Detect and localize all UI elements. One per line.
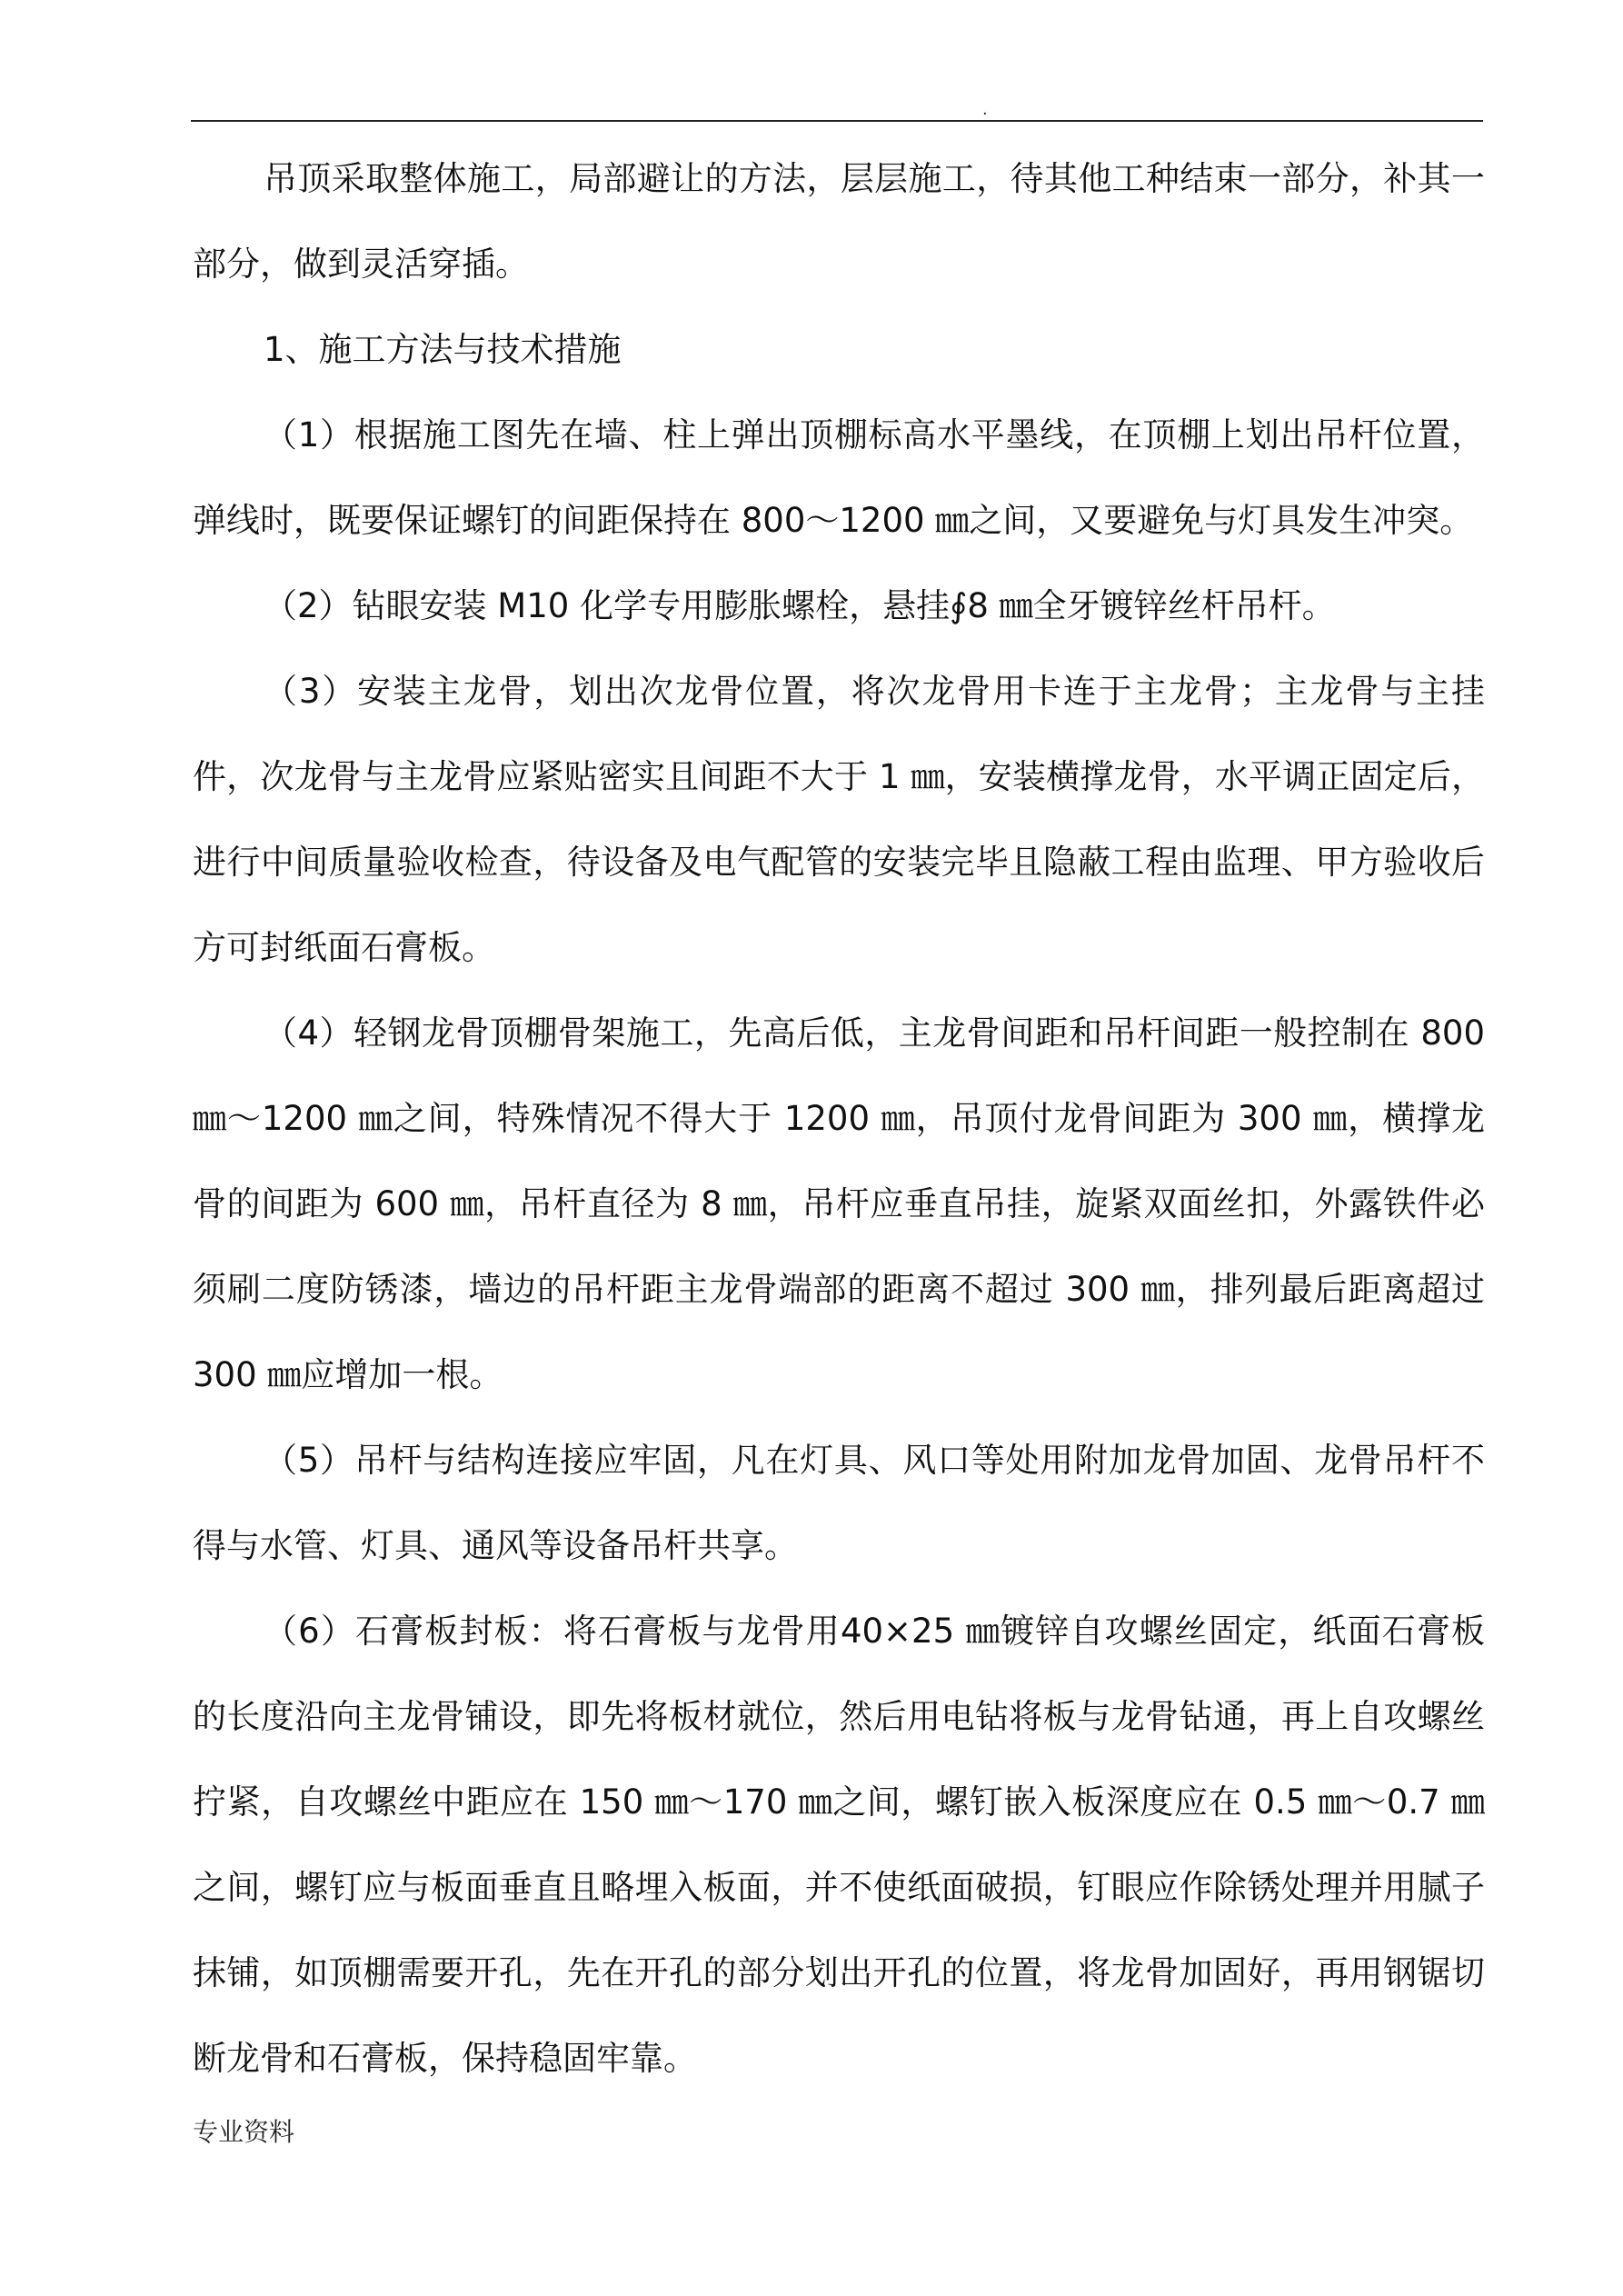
section-heading: 1、施工方法与技术措施 xyxy=(264,330,622,369)
header-rule xyxy=(191,120,1483,122)
document-body xyxy=(193,136,1485,2101)
step-6-paragraph: （6）石膏板封板：将石膏板与龙骨用40×25 ㎜镀锌自攻螺丝固定，纸面石膏板的长度沿向主龙骨铺设，即先将板材就位，然后用电钻将板与龙骨钻通，再上自攻螺丝拧紧，自攻螺丝中距应在 150 ㎜～170 ㎜之间，螺钉嵌入板深度应在 0.5 ㎜～0.7 ㎜之间，螺钉应与板面垂直且略埋入板面，并不使纸面破损，钉眼应作除锈处理并用腻子抹铺，如顶棚需要开孔，先在开孔的部分划出开孔的位置，将龙骨加固好，再用钢锯切断龙骨和石膏板，保持稳固牢靠。 xyxy=(193,1612,1485,2078)
step-4-paragraph: （4）轻钢龙骨顶棚骨架施工，先高后低，主龙骨间距和吊杆间距一般控制在 800 ㎜～1200 ㎜之间，特殊情况不得大于 1200 ㎜，吊顶付龙骨间距为 300 ㎜，横撑龙骨的间距为 600 ㎜，吊杆直径为 8 ㎜，吊杆应垂直吊挂，旋紧双面丝扣，外露铁件必须刷二度防锈漆，墙边的吊杆距主龙骨端部的距离不超过 300 ㎜，排列最后距离超过 300 ㎜应增加一根。 xyxy=(193,1013,1485,1394)
intro-paragraph: 吊顶采取整体施工，局部避让的方法，层层施工，待其他工种结束一部分，补其一部分，做到灵活穿插。 xyxy=(193,159,1485,284)
step-3-paragraph: （3）安装主龙骨，划出次龙骨位置，将次龙骨用卡连于主龙骨；主龙骨与主挂件，次龙骨与主龙骨应紧贴密实且间距不大于 1 ㎜，安装横撑龙骨，水平调正固定后，进行中间质量验收检查，待设备及电气配管的安装完毕且隐蔽工程由监理、甲方验收后方可封纸面石膏板。 xyxy=(193,672,1485,967)
step-5-paragraph: （5）吊杆与结构连接应牢固，凡在灯具、风口等处用附加龙骨加固、龙骨吊杆不得与水管、灯具、通风等设备吊杆共享。 xyxy=(193,1441,1485,1565)
footer-label: 专业资料 xyxy=(193,2117,295,2147)
header-mark: . xyxy=(982,100,988,119)
step-1-paragraph: （1）根据施工图先在墙、柱上弹出顶棚标高水平墨线，在顶棚上划出吊杆位置，弹线时，既要保证螺钉的间距保持在 800～1200 ㎜之间，又要避免与灯具发生冲突。 xyxy=(193,415,1485,540)
step-2-paragraph: （2）钻眼安装 M10 化学专用膨胀螺栓，悬挂∮8 ㎜全牙镀锌丝杆吊杆。 xyxy=(264,586,1336,625)
